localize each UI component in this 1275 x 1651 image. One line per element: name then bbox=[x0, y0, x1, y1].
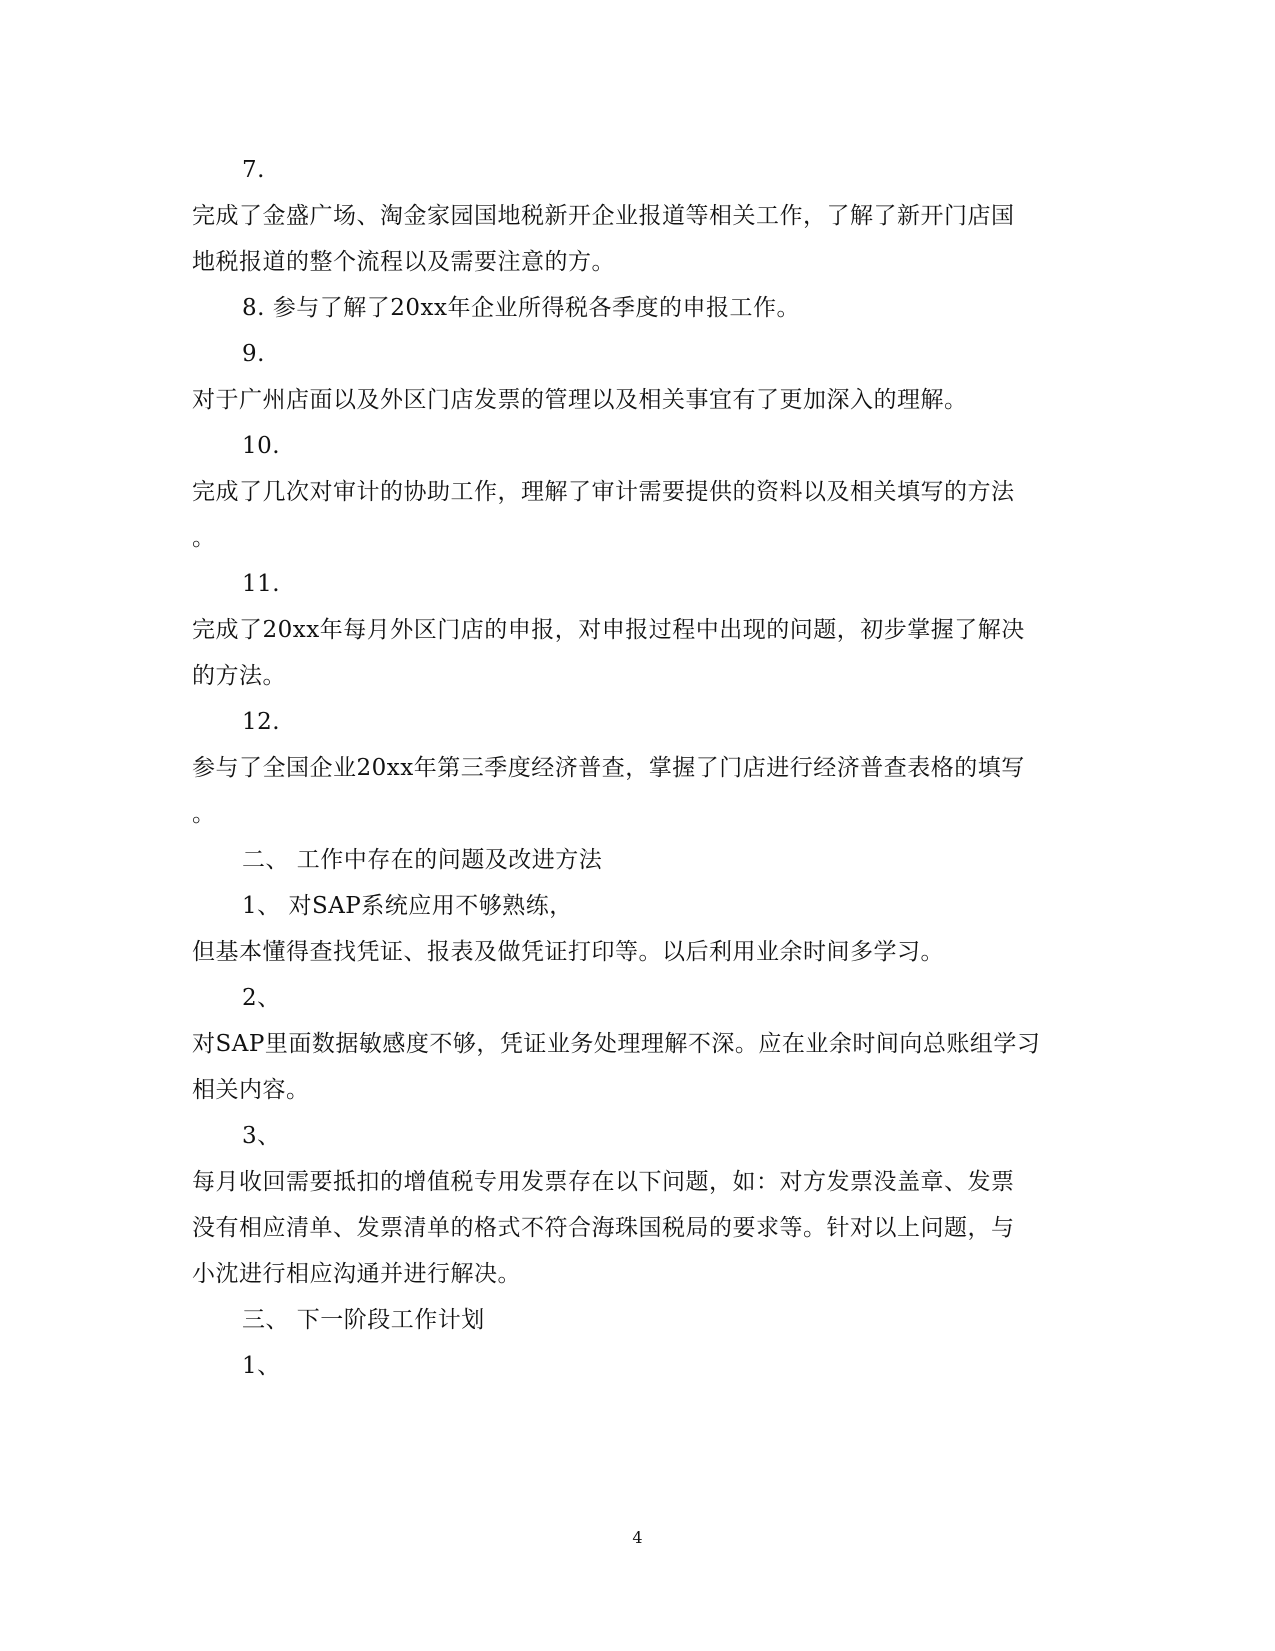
plan-1-number: 1、 bbox=[242, 1353, 281, 1379]
section-2-heading: 二、 工作中存在的问题及改进方法 bbox=[242, 847, 603, 873]
problem-2-number: 2、 bbox=[242, 985, 281, 1011]
item-12-text-line-1: 参与了全国企业20xx年第三季度经济普查，掌握了门店进行经济普查表格的填写 bbox=[192, 755, 1025, 781]
item-7-number: 7. bbox=[242, 157, 265, 183]
item-9-number: 9. bbox=[242, 341, 265, 367]
problem-3-number: 3、 bbox=[242, 1123, 281, 1149]
item-7-text-line-1: 完成了金盛广场、淘金家园国地税新开企业报道等相关工作，了解了新开门店国 bbox=[192, 203, 1015, 229]
problem-3-text-line-1: 每月收回需要抵扣的增值税专用发票存在以下问题，如：对方发票没盖章、发票 bbox=[192, 1169, 1015, 1195]
item-10-number: 10. bbox=[242, 433, 281, 459]
item-10-text-line-1: 完成了几次对审计的协助工作，理解了审计需要提供的资料以及相关填写的方法 bbox=[192, 479, 1015, 505]
item-11-number: 11. bbox=[242, 571, 281, 597]
problem-3-text-line-2: 没有相应清单、发票清单的格式不符合海珠国税局的要求等。针对以上问题，与 bbox=[192, 1215, 1015, 1241]
item-10-text-line-2: 。 bbox=[192, 525, 216, 551]
item-7-text-line-2: 地税报道的整个流程以及需要注意的方。 bbox=[192, 249, 615, 275]
problem-2-text-line-2: 相关内容。 bbox=[192, 1077, 310, 1103]
page-number: 4 bbox=[632, 1528, 643, 1547]
item-12-number: 12. bbox=[242, 709, 281, 735]
problem-1-heading: 1、 对SAP系统应用不够熟练， bbox=[242, 893, 573, 919]
problem-3-text-line-3: 小沈进行相应沟通并进行解决。 bbox=[192, 1261, 521, 1287]
item-11-text-line-1: 完成了20xx年每月外区门店的申报，对申报过程中出现的问题，初步掌握了解决 bbox=[192, 617, 1025, 643]
item-11-text-line-2: 的方法。 bbox=[192, 663, 286, 689]
problem-1-text: 但基本懂得查找凭证、报表及做凭证打印等。以后利用业余时间多学习。 bbox=[192, 939, 944, 965]
problem-2-text-line-1: 对SAP里面数据敏感度不够，凭证业务处理理解不深。应在业余时间向总账组学习 bbox=[192, 1031, 1041, 1057]
item-8: 8. 参与了解了20xx年企业所得税各季度的申报工作。 bbox=[242, 295, 800, 321]
item-12-text-line-2: 。 bbox=[192, 801, 216, 827]
item-9-text: 对于广州店面以及外区门店发票的管理以及相关事宜有了更加深入的理解。 bbox=[192, 387, 968, 413]
section-3-heading: 三、 下一阶段工作计划 bbox=[242, 1307, 485, 1333]
